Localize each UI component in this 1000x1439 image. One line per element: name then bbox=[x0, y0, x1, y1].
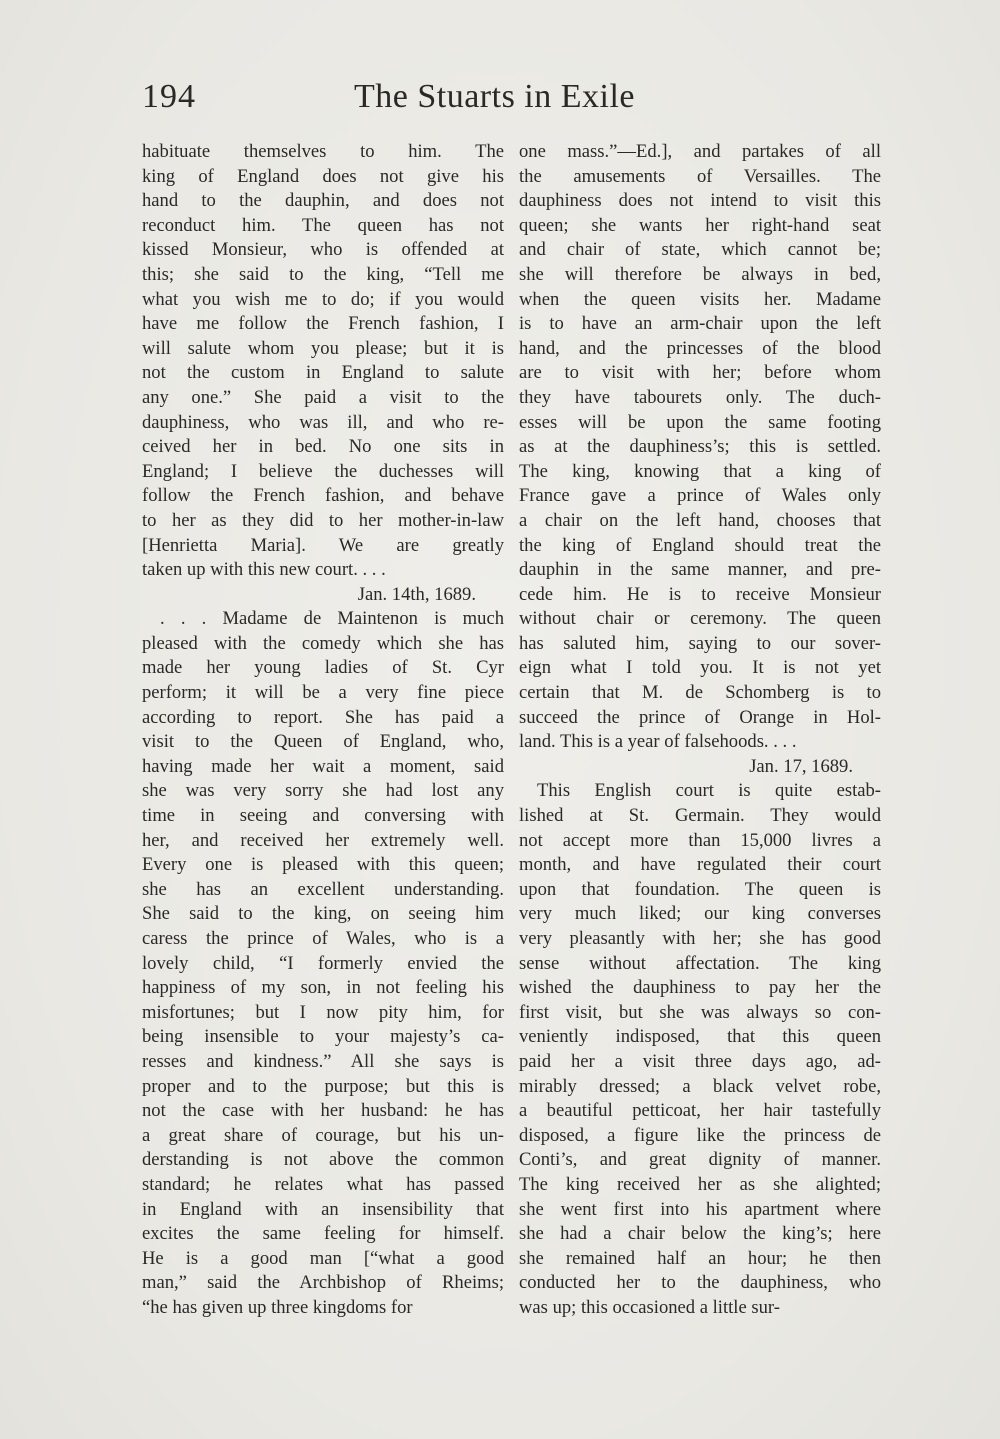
text-line: man,” said the Archbishop of Rheims; bbox=[142, 1272, 504, 1294]
text-line: . . . Madame de Maintenon is much bbox=[160, 608, 504, 630]
text-line: wished the dauphiness to pay her the bbox=[519, 977, 881, 999]
text-line: resses and kindness.” All she says is bbox=[142, 1050, 504, 1072]
text-line: She said to the king, on seeing him bbox=[142, 903, 504, 925]
text-line: she went first into his apartment where bbox=[519, 1198, 881, 1220]
text-line: esses will be upon the same footing bbox=[519, 411, 881, 433]
text-line: disposed, a figure like the princess de bbox=[519, 1124, 881, 1146]
text-line: dauphiness does not intend to visit this bbox=[519, 190, 881, 212]
letter-date: Jan. 17, 1689. bbox=[749, 755, 853, 777]
text-line: succeed the prince of Orange in Hol- bbox=[519, 706, 881, 728]
text-line: caress the prince of Wales, who is a bbox=[142, 928, 504, 949]
text-line: the king of England should treat the bbox=[519, 534, 881, 556]
text-line: time in seeing and conversing with bbox=[142, 805, 504, 827]
text-line: to her as they did to her mother-in-law bbox=[142, 509, 504, 531]
text-line: excites the same feeling for himself. bbox=[142, 1223, 504, 1245]
text-line: have me follow the French fashion, I bbox=[142, 313, 504, 335]
text-line: was up; this occasioned a little sur- bbox=[519, 1296, 780, 1318]
text-line: month, and have regulated their court bbox=[519, 854, 881, 876]
text-line: ceived her in bed. No one sits in bbox=[142, 436, 504, 458]
text-line: her, and received her extremely well. bbox=[142, 829, 504, 851]
text-line: this; she said to the king, “Tell me bbox=[142, 263, 504, 285]
right-text-column bbox=[519, 140, 881, 1321]
text-line: without chair or ceremony. The queen bbox=[519, 608, 881, 630]
text-line: what you wish me to do; if you would bbox=[142, 288, 504, 310]
text-line: paid her a visit three days ago, ad- bbox=[519, 1050, 881, 1072]
text-line: is to have an arm-chair upon the left bbox=[519, 313, 881, 335]
text-line: she remained half an hour; he then bbox=[519, 1247, 881, 1269]
text-line: follow the French fashion, and behave bbox=[142, 485, 504, 507]
text-line: a chair on the left hand, chooses that bbox=[519, 509, 881, 531]
text-line: a great share of courage, but his un- bbox=[142, 1124, 504, 1146]
text-line: they have tabourets only. The duch- bbox=[519, 386, 881, 408]
text-line: taken up with this new court. . . . bbox=[142, 559, 386, 581]
text-line: made her young ladies of St. Cyr bbox=[142, 657, 504, 679]
text-line: This English court is quite estab- bbox=[537, 780, 881, 802]
text-line: visit to the Queen of England, who, bbox=[142, 731, 504, 753]
text-line: hand, and the princesses of the blood bbox=[519, 337, 881, 359]
text-line: lished at St. Germain. They would bbox=[519, 805, 881, 827]
running-title: The Stuarts in Exile bbox=[354, 78, 636, 115]
text-line: dauphiness, who was ill, and who re- bbox=[142, 411, 504, 433]
text-line: “he has given up three kingdoms for bbox=[142, 1296, 413, 1318]
text-line: mirably dressed; a black velvet robe, bbox=[519, 1075, 881, 1097]
text-line: first visit, but she was always so con- bbox=[519, 1001, 881, 1023]
text-line: The king, knowing that a king of bbox=[519, 460, 881, 482]
text-line: any one.” She paid a visit to the bbox=[142, 386, 504, 408]
left-text-column bbox=[142, 140, 504, 1321]
page-header bbox=[142, 78, 870, 122]
text-line: happiness of my son, in not feeling his bbox=[142, 977, 504, 999]
text-line: pleased with the comedy which she has bbox=[142, 632, 504, 654]
text-line: sense without affectation. The king bbox=[519, 952, 881, 974]
text-line: in England with an insensibility that bbox=[142, 1198, 504, 1220]
text-line: very pleasantly with her; she has good bbox=[519, 928, 881, 949]
text-line: upon that foundation. The queen is bbox=[519, 878, 881, 900]
text-line: hand to the dauphin, and does not bbox=[142, 190, 504, 212]
text-line: France gave a prince of Wales only bbox=[519, 485, 881, 507]
text-line: standard; he relates what has passed bbox=[142, 1173, 504, 1195]
text-line: England; I believe the duchesses will bbox=[142, 460, 504, 482]
text-line: not accept more than 15,000 livres a bbox=[519, 829, 881, 851]
text-line: she had a chair below the king’s; here bbox=[519, 1223, 881, 1245]
text-line: misfortunes; but I now pity him, for bbox=[142, 1001, 504, 1023]
text-line: she was very sorry she had lost any bbox=[142, 780, 504, 802]
text-line: not the custom in England to salute bbox=[142, 362, 504, 384]
text-line: a beautiful petticoat, her hair tastefully bbox=[519, 1100, 881, 1122]
text-line: Every one is pleased with this queen; bbox=[142, 854, 504, 876]
text-line: the amusements of Versailles. The bbox=[519, 165, 881, 187]
page-number: 194 bbox=[142, 78, 196, 115]
text-line: lovely child, “I formerly envied the bbox=[142, 952, 504, 974]
text-line: she will therefore be always in bed, bbox=[519, 263, 881, 285]
text-line: The king received her as she alighted; bbox=[519, 1173, 881, 1195]
text-line: He is a good man [“what a good bbox=[142, 1247, 504, 1269]
text-line: kissed Monsieur, who is offended at bbox=[142, 239, 504, 261]
text-line: reconduct him. The queen has not bbox=[142, 214, 504, 236]
text-line: [Henrietta Maria]. We are greatly bbox=[142, 534, 504, 556]
text-line: will salute whom you please; but it is bbox=[142, 337, 504, 359]
text-line: king of England does not give his bbox=[142, 165, 504, 187]
text-line: having made her wait a moment, said bbox=[142, 755, 504, 777]
text-line: eign what I told you. It is not yet bbox=[519, 657, 881, 679]
text-line: very much liked; our king converses bbox=[519, 903, 881, 925]
text-line: queen; she wants her right-hand seat bbox=[519, 214, 881, 236]
text-line: land. This is a year of falsehoods. . . . bbox=[519, 731, 797, 753]
text-line: not the case with her husband: he has bbox=[142, 1100, 504, 1122]
text-line: she has an excellent understanding. bbox=[142, 878, 504, 900]
text-line: habituate themselves to him. The bbox=[142, 141, 504, 162]
text-line: perform; it will be a very fine piece bbox=[142, 682, 504, 704]
text-line: derstanding is not above the common bbox=[142, 1149, 504, 1171]
text-line: dauphin in the same manner, and pre- bbox=[519, 559, 881, 581]
text-line: has saluted him, saying to our sover- bbox=[519, 632, 881, 654]
text-line: proper and to the purpose; but this is bbox=[142, 1075, 504, 1097]
letter-date: Jan. 14th, 1689. bbox=[357, 583, 476, 605]
text-line: veniently indisposed, that this queen bbox=[519, 1026, 881, 1048]
text-line: Conti’s, and great dignity of manner. bbox=[519, 1149, 881, 1171]
text-line: certain that M. de Schomberg is to bbox=[519, 682, 881, 704]
text-line: one mass.”—Ed.], and partakes of all bbox=[519, 141, 881, 162]
text-line: conducted her to the dauphiness, who bbox=[519, 1272, 881, 1294]
text-line: when the queen visits her. Madame bbox=[519, 288, 881, 310]
text-line: as at the dauphiness’s; this is settled. bbox=[519, 436, 881, 458]
text-line: according to report. She has paid a bbox=[142, 706, 504, 728]
text-line: are to visit with her; before whom bbox=[519, 362, 881, 384]
text-line: and chair of state, which cannot be; bbox=[519, 239, 881, 261]
text-line: being insensible to your majesty’s ca- bbox=[142, 1026, 504, 1048]
text-line: cede him. He is to receive Monsieur bbox=[519, 583, 881, 605]
